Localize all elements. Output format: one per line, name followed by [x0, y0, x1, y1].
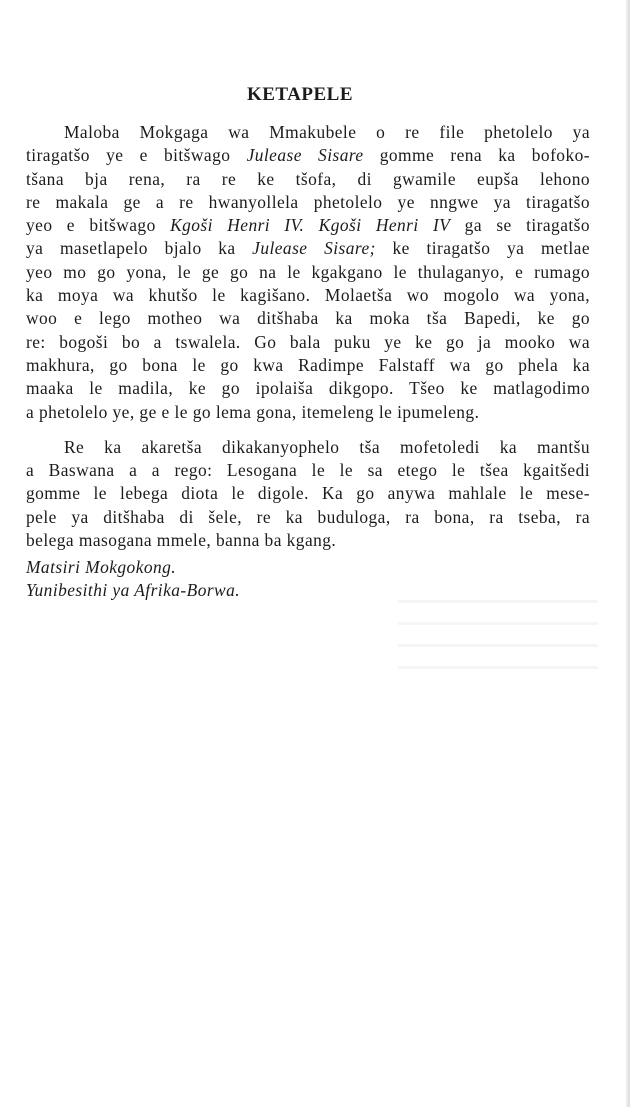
scan-edge-shadow: [626, 0, 630, 1107]
text-run: Re ka akaretša dikakanyophelo tša mofetoledi ka mantšu: [64, 436, 590, 457]
page-title: KETAPELE: [246, 84, 354, 105]
paragraph-2: [26, 436, 590, 552]
text-line: [26, 144, 590, 167]
author-name: Matsiri Mokgokong.: [26, 557, 177, 577]
text-line: [26, 354, 590, 377]
signature-block: [26, 556, 240, 602]
text-run: maaka le madila, ke go ipolaiša dikgopo. Tšeo ke matlagodimo: [26, 378, 590, 399]
text-line: [26, 377, 590, 400]
text-run: gomme le lebega diota le digole. Ka go anywa mahlale le mese-: [26, 483, 590, 504]
text-line: [26, 482, 590, 505]
author-affiliation: Yunibesithi ya Afrika-Borwa.: [26, 580, 241, 600]
text-run: ya masetlapelo bjalo ka: [26, 238, 253, 259]
body-text: [26, 121, 590, 564]
text-run: pele ya ditšhaba di šele, re ka buduloga, ra bona, ra tseba, ra: [26, 506, 590, 527]
text-run: Maloba Mokgaga wa Mmakubele o re file phetolelo ya: [64, 122, 590, 142]
text-line: [26, 284, 590, 307]
text-run: belega masogana mmele, banna ba kgang.: [26, 530, 337, 551]
text-line: [26, 436, 590, 459]
text-run: a Baswana a a rego: Lesogana le le sa etego le tšea kgaitšedi: [26, 460, 590, 481]
text-run: ka moya wa khutšo le kagišano. Molaetša wo mogolo wa yona,: [26, 285, 590, 306]
text-run: re makala ge a re hwanyollela phetolelo ye nngwe ya tiragatšo: [26, 191, 590, 212]
text-run: yeo e bitšwago: [26, 215, 171, 236]
text-line: [26, 168, 590, 191]
text-line: [26, 506, 590, 529]
text-line: [26, 191, 590, 214]
paragraph-1: [26, 121, 590, 424]
text-run: gomme rena ka bofoko-: [363, 145, 590, 166]
italic-title: Kgoši Henri IV. Kgoši Henri IV: [170, 215, 451, 236]
text-line: [26, 214, 590, 237]
text-run: yeo mo go yona, le ge go na le kgakgano le thulaganyo, e rumago: [26, 261, 590, 282]
text-line: [26, 121, 590, 144]
text-line: [26, 307, 590, 330]
text-line: [26, 401, 590, 424]
text-run: tšana bja rena, ra re ke tšofa, di gwamile eupša lehono: [26, 168, 590, 189]
text-run: woo e lego motheo wa ditšhaba ka moka tša Bapedi, ke go: [26, 308, 590, 329]
text-run: a phetolelo ye, ge e le go lema gona, itemeleng le ipumeleng.: [26, 401, 480, 422]
text-run: tiragatšo ye e bitšwago: [26, 145, 247, 166]
bleed-through-marks: [398, 600, 598, 670]
text-line: [26, 459, 590, 482]
text-run: ke tiragatšo ya metlae: [375, 238, 590, 259]
text-run: re: bogoši bo a tswalela. Go bala puku ye ke go ja mooko wa: [26, 331, 590, 352]
italic-title: Julease Sisare: [246, 145, 364, 166]
text-run: makhura, go bona le go kwa Radimpe Falstaff wa go phela ka: [26, 354, 590, 375]
text-line: [26, 261, 590, 284]
text-line: [26, 237, 590, 260]
italic-title: Julease Sisare;: [252, 238, 376, 259]
text-line: [26, 529, 590, 552]
text-line: [26, 331, 590, 354]
text-run: ga se tiragatšo: [450, 215, 591, 236]
